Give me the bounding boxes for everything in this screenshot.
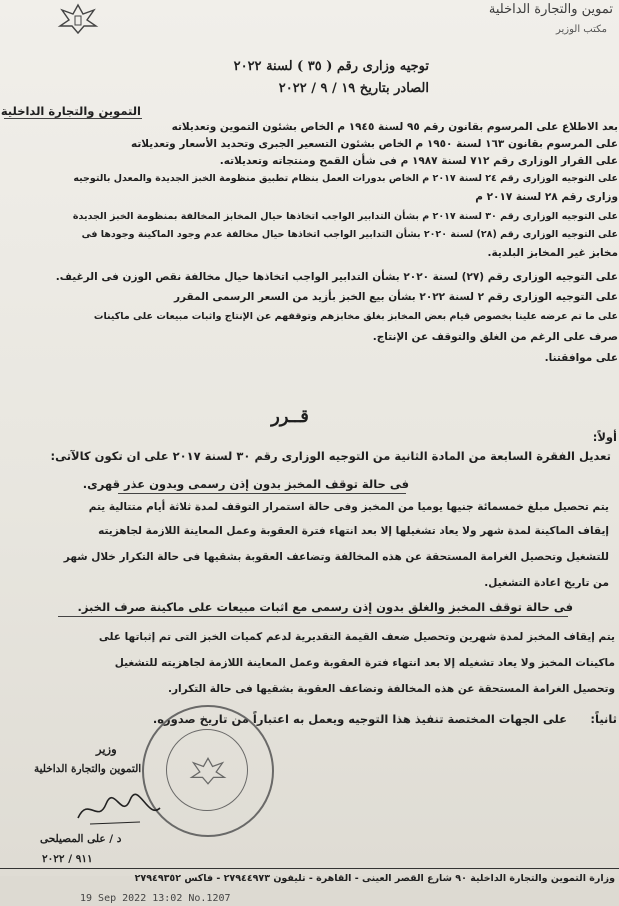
- reference-number: ٩١١ / ٢٠٢٢: [42, 853, 93, 865]
- ministry-name: تموين والتجارة الداخلية: [488, 2, 613, 17]
- case-1-title: فى حالة توقف المخبز بدون إذن رسمى وبدون عذر قهرى.: [82, 477, 409, 491]
- case-2-underline: [58, 616, 568, 617]
- minister-office: مكتب الوزير: [555, 24, 607, 35]
- directive-date: الصادر بتاريخ ١٩ / ٩ / ٢٠٢٢: [278, 81, 429, 96]
- footer-rule: [0, 868, 619, 869]
- handwritten-signature: [70, 790, 165, 830]
- case-2-title: فى حالة توقف المخبز والغلق بدون إذن رسمى مع اثبات مبيعات على ماكينة صرف الخبز.: [77, 600, 573, 614]
- preamble-line: صرف على الرغم من الغلق والتوقف عن الإنتاج.: [372, 331, 618, 343]
- article-first-intro: تعديل الفقرة السابعة من المادة الثانية من التوجيه الوزارى رقم ٣٠ لسنة ٢٠١٧ على ان تكون كالآتى:: [50, 449, 611, 463]
- eagle-emblem-icon: [56, 2, 100, 36]
- case-1-line: إيقاف الماكينة لمدة شهر ولا يعاد تشغيلها إلا بعد انتهاء فترة العقوبة وعمل المعاينة اللازمة لجاهزيته: [98, 525, 609, 537]
- directive-number: توجيه وزارى رقم ( ٣٥ ) لسنة ٢٠٢٢: [233, 59, 429, 74]
- authority-heading: التموين والتجارة الداخلية: [0, 104, 141, 118]
- preamble-line: على التوجيه الوزارى رقم ٢٤ لسنة ٢٠١٧ م الخاص بدورات العمل بنظام تطبيق منظومة الخبز الجديدة والمعدل بالتوجيه: [73, 173, 618, 184]
- case-2-line: يتم إيقاف المخبز لمدة شهرين وتحصيل ضعف القيمة التقديرية لدعم كميات الخبز التى تم إثباتها على: [98, 631, 615, 643]
- preamble-line: وزارى رقم ٢٨ لسنة ٢٠١٧ م: [475, 191, 618, 203]
- signature-ministry: التموين والتجارة الداخلية: [34, 763, 142, 775]
- article-second-text: على الجهات المختصة تنفيذ هذا التوجيه ويعمل به اعتباراً من تاريخ صدوره.: [152, 712, 567, 726]
- case-1-line: من تاريخ اعادة التشغيل.: [484, 577, 609, 589]
- preamble-line: على المرسوم بقانون ١٦٣ لسنة ١٩٥٠ م الخاص بشئون التسعير الجبرى وتحديد الأسعار وتعديلاته: [130, 138, 618, 150]
- preamble-line: على التوجيه الوزارى رقم (٢٧) لسنة ٢٠٢٠ بشأن التدابير الواجب اتخاذها حيال مخالفة نقص الوزن فى الرغيف.: [55, 271, 618, 283]
- case-2-line: وتحصيل الغرامة المستحقة عن هذه المخالفة وتضاعف العقوبة بشقيها فى حالة التكرار.: [167, 683, 615, 695]
- authority-underline: [4, 118, 142, 119]
- preamble-line: مخابز غير المخابز البلدية.: [487, 247, 618, 259]
- preamble-line: على موافقتنا.: [544, 352, 618, 364]
- preamble-line: بعد الاطلاع على المرسوم بقانون رقم ٩٥ لسنة ١٩٤٥ م الخاص بشئون التموين وتعديلاته: [171, 121, 618, 133]
- preamble-line: على القرار الوزارى رقم ٧١٢ لسنة ١٩٨٧ م فى شأن القمح ومنتجاته وتعديلاته.: [219, 155, 618, 167]
- article-second-label: ثانياً:: [590, 712, 617, 726]
- case-1-line: يتم تحصيل مبلغ خمسمائة جنيها يوميا من المخبز وفى حالة استمرار التوقف لمدة ثلاثة أيام متتالية يتم: [88, 501, 609, 513]
- case-2-line: ماكينات المخبز ولا يعاد تشغيله إلا بعد انتهاء فترة العقوبة وعمل المعاينة اللازمة لجاهزيته للتشغيل: [114, 657, 615, 669]
- footer-address: وزارة التموين والتجارة الداخلية ٩٠ شارع القصر العينى - القاهرة - تليفون ٢٧٩٤٤٩٧٣ - فاكس ٢٧٩٤٩٣٥٢: [134, 873, 615, 884]
- case-1-line: للتشغيل وتحصيل الغرامة المستحقة عن هذه المخالفة وتضاعف العقوبة بشقيها فى حالة التكرار خلال شهر: [63, 551, 609, 563]
- article-first-label: أولاً:: [592, 430, 617, 444]
- case-1-underline: [118, 493, 406, 494]
- preamble-line: على ما تم عرضه علينا بخصوص قيام بعض المخابز بغلق مخابزهم وتوقفهم عن الإنتاج واثبات مبيعات على ماكينات: [93, 311, 618, 322]
- preamble-line: على التوجيه الوزارى رقم ٣٠ لسنة ٢٠١٧ م بشأن التدابير الواجب اتخاذها حيال المخابز المخالفة بمنظومة الخبز الجديدة: [72, 211, 618, 222]
- minister-name: د / على المصيلحى: [40, 833, 122, 845]
- preamble-line: على التوجيه الوزارى رقم (٢٨) لسنة ٢٠٢٠ بشأن التدابير الواجب اتخاذها حيال مخالفة عدم وجود الماكينة وجودها فى: [81, 229, 618, 240]
- signature-title: وزير: [96, 742, 117, 756]
- fax-stamp: 19 Sep 2022 13:02 No.1207: [80, 893, 231, 904]
- preamble-line: على التوجيه الوزارى رقم ٢ لسنة ٢٠٢٢ بشأن بيع الخبز بأزيد من السعر الرسمى المقرر: [173, 291, 618, 303]
- seal-eagle-icon: [188, 751, 228, 791]
- decree-title: قــرر: [271, 406, 309, 427]
